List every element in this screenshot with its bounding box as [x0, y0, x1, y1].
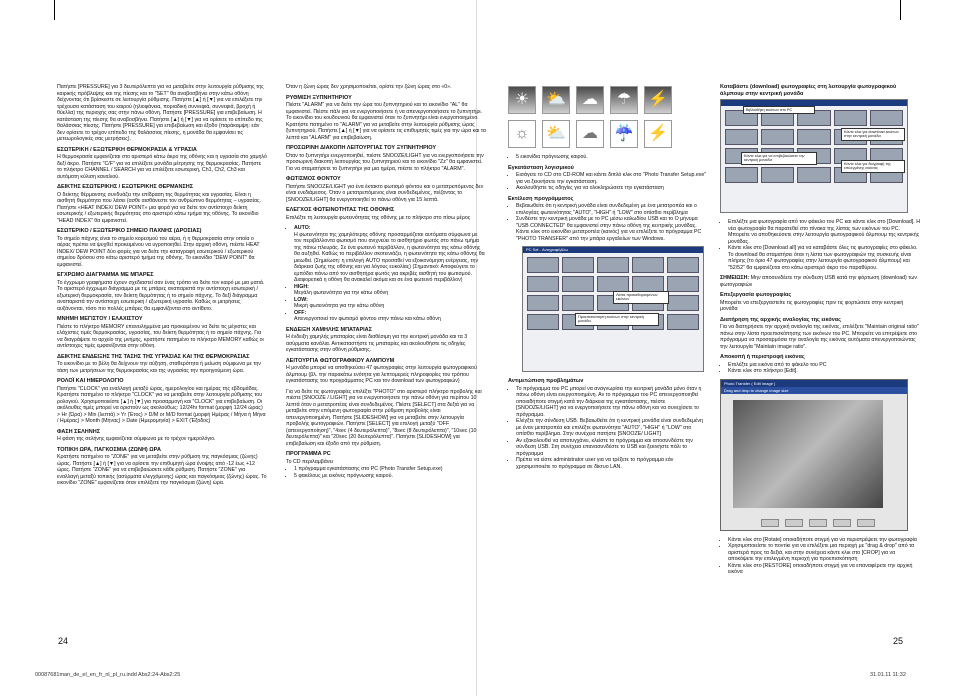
- callout-label: Λίστα προκαθορισμένων εικόνων: [613, 291, 669, 304]
- paragraph: Πιέστε το πλήκτρο MEMORY επανειλημμένα μια προκειμένου να δείτε τις μέγιστες και ελάχιστες τιμές θερμοκρασίας, υγρασίας, του δείκτη θερμότητας ή το σημείο πάχνης. Για να διαγράψετε το αρχείο της μνήμης, κρατήστε πατημένο το πλήκτρο MEMORY καθώς οι αντίστοιχες τιμές εμφανίζονται στην οθόνη.: [57, 323, 264, 349]
- lightning-icon: ⚡: [644, 120, 672, 148]
- list-item: • OFF: Απενεργοποιεί τον φωτισμό φόντου στην πάνω και κάτω οθόνη: [294, 310, 486, 323]
- thumbnail: [632, 257, 664, 273]
- paragraph: Όταν το ξυπνητήρι ενεργοποιηθεί, πιέστε SNOOZE/LIGHT για να ενεργοποιήσετε την προσωρινή διακοπή λειτουργίας του ξυπνητηριού και το εικονίδιο "Zz" θα εμφανιστεί. Για να σταματήσετε το ξυπνητήρι για μια ημέρα, πιέστε το πλήκτρο "ALARM".: [286, 152, 484, 172]
- window-subtitle: Drag and drop to change image size: [721, 387, 907, 394]
- list-item: • 1 πρόγραμμα εγκατάστασης στο PC (Photo Transfer Setup.exe): [294, 466, 486, 473]
- section-heading: ΤΟΠΙΚΗ ΩΡΑ, ΠΑΓΚΟΣΜΙΑ (ΖΩΝΗ) ΩΡΑ: [57, 446, 161, 453]
- paragraph: Για να διατηρήσετε την αρχική αναλογία της εικόνας, επιλέξετε "Maintain original ratio" πάνω στην λίστα προεπισκόπησης των εικόνων του PC. Μπορείτε να επιτρέψετε στο πρόγραμμα να προσαρμόσει την αναλογία της εικόνας αυτόματα απενεργοποιώντας την λειτουργία "Maintain image ratio".: [720, 324, 919, 350]
- thumbnail: [870, 110, 903, 126]
- paragraph: Το σημείο πάχνης είναι το σημείο κορεσμού του αέρα, ή η θερμοκρασία στην οποία ο αέρας πρέπει να ψυχθεί προκειμένου να υγροποιηθεί. Στην αρχική οθόνη, πιέστε HEAT INDEX/ DEW POINT δύο φορές για να δείτε την καταγραφή εσωτερικού / εξωτερικού σημείου δρόσου στο κάτω αριστερό τμήμα της οθόνης. Το εικονίδιο "DEW POINT" θα εμφανιστεί.: [57, 235, 260, 268]
- thumbnail: [597, 276, 629, 292]
- list-item: • Ακολουθήστε τις οδηγίες για να ολοκληρώσετε την εγκατάσταση: [516, 185, 708, 192]
- paragraph: Για να δείτε τις φωτογραφίες επιλέξτε "PHOTO" στο αριστερό πλήκτρο προβολής και πιέστε [SNOOZE / LIGHT] για να ενεργοποιήσετε την πάνω οθόνη για περίπου 10 λεπτά όταν ο μετατροπέας είναι συνδεδεμένος. Πιέστε [SELECT] στα δεξιά για να μεταβείτε στην επόμενη φωτογραφία στην ρύθμιση προβολής είναι απενεργοποιημένη. Πατήστε [SLIDESHOW] για να μεταβείτε στην λειτουργία προβολής φωτογραφιών. Πατήστε [SELECT] για επιλογή μεταξύ "OFF (απενεργοποίηση)", "4sec (4 δευτερόλεπτα)", "8sec (8 δευτερόλεπτα)", "10sec (10 δευτερόλεπτα)" και "20sec (20 δευτερόλεπτα)". Πατήστε [SLIDESHOW] για επιβεβαίωση και έξοδο από την ρύθμιση.: [286, 388, 482, 447]
- crop-mark: [900, 0, 901, 20]
- paragraph: Η μονάδα μπορεί να αποθηκεύσει 47 φωτογραφίες στην λειτουργία φωτογραφικού άλμπουμ (βλ. την παρακάτω ενότητα για λεπτομερείς πληροφορίες του τρόπου εγκατάστασης του προγράμματος PC και τον download των φωτογραφιών): [286, 365, 477, 384]
- paragraph: Πατήστε SNOOZE/LIGHT για ένα έκτακτο φωτισμό φόντου και ο μετατρεπόμενος δεν είναι ενεδιάμεσος. Όταν ο μετατρεπόμενος είναι συνδεδεμένος, πιέζοντας το [SNOOZE/LIGHT] θα ενεργοποιηθεί το πάνω οθόνη για 15 λεπτά.: [286, 183, 484, 203]
- icons-caption-list: [508, 154, 708, 161]
- edit-button: [761, 519, 779, 527]
- paragraph: Η ένδειξη χαμηλής μπαταρίας είναι διαθέσιμη για την κεντρική μονάδα και τα 3 ασύρματα κανάλια. Αντικαταστήστε τις μπαταρίες και ακολουθήστε τις οδηγίες εγκατάστασης στην οθόνη ρύθμισης.: [286, 334, 468, 353]
- list-item: • Πρέπει να είστε administrator user για να τρέξετε το πρόγραμμα εάν χρησιμοποιείτε το πρόγραμμα σε δίκτυο LAN.: [516, 457, 708, 470]
- left-page-column-2: [286, 84, 486, 483]
- edit-button: [785, 519, 803, 527]
- thumbnail: [667, 257, 699, 273]
- paragraph: Όταν η ζώνη ώρας δεν χρησιμοποιείται, ορίστε την ζώνη ώρας στο «0».: [286, 84, 452, 90]
- thumbnail: [597, 257, 629, 273]
- section-heading: ΔΕΙΚΤΗΣ ΕΣΩΤΕΡΙΚΗΣ / ΕΞΩΤΕΡΙΚΗΣ ΘΕΡΜΑΝΣΗΣ: [57, 184, 194, 190]
- edit-button: [833, 519, 851, 527]
- callout-label: Κάντε κλικ για να επιβεβαιώσετε την κεντρική μονάδα: [741, 152, 817, 165]
- rain-photo-icon: ☂: [610, 86, 638, 114]
- thumbnail: [797, 167, 830, 183]
- cloud-icon: ☁: [576, 120, 604, 148]
- thumbnail: [527, 257, 559, 273]
- section-heading: ΡΥΘΜΙΣΗ ΞΥΠΝΗΤΗΡΙΟΥ: [286, 94, 352, 101]
- cloudy-photo-icon: ☁: [576, 86, 604, 114]
- thumbnail: [834, 110, 867, 126]
- footer-timestamp: 31.01.11 11:32: [870, 672, 906, 678]
- thumbnail-grid: [721, 106, 907, 187]
- window-title: PC Sel - ΑντιγραφήΑλω: [523, 247, 703, 253]
- rain-cloud-icon: ☔: [610, 120, 638, 148]
- list-item: • 5 εικονίδια πρόγνωσης καιρού.: [516, 154, 708, 161]
- download-screenshot: [720, 99, 908, 213]
- paragraph: Το CD περιλαμβάνει: [286, 458, 333, 465]
- thumbnail: [667, 276, 699, 292]
- list-item: • Επιλέξτε μια φωτογραφία από τον φάκελο του PC και κάντε κλικ στο [Download]. Η νέα φωτογραφία θα παρατεθεί στο πίνακα της λίστας των εικόνων του PC. Μπορείτε να αποθηκεύσετε στην λειτουργία φωτογραφικού άλμπουμ της κεντρικής μονάδας.: [728, 219, 920, 245]
- section-heading: ΜΝΗΜΗ ΜΕΓΙΣΤΟΥ / ΕΛΑΧΙΣΤΟΥ: [57, 316, 143, 322]
- paragraph: Πατήστε "CLOCK" για εναλλαγή μεταξύ ώρας, ημερολογίου και ημέρας της εβδομάδας. Κρατήστε πατημένο το πλήκτρο "CLOCK" για να μεταβείτε στην λειτουργία ρύθμισης του ρολογιού. Χρησιμοποιείστε [▲] ή [▼] για προσαρμογή και "CLOCK" για επιβεβαίωση. Οι ακόλουθες τιμές μπορεί να οριστούν ως ακολούθως: 12/24hr format (μορφή 12/24 ώρας) > Hr (Ώρα) > Min (λεπτά) > Yr (Έτος) > D/M or M/D format (μορφή Ημέρας / Μήνα ή Μήνα / Ημέρας) > Month (Μήνας) > Date (Ημερομηνία) > EXIT (Έξοδος): [57, 385, 266, 424]
- section-heading: ΕΓΧΡΩΜΟ ΔΙΑΓΡΑΜΜΑ ΜΕ ΜΠΑΡΕΣ: [57, 272, 154, 278]
- note: ΣΗΜΕΙΩΣΗ: Μην αποσυνδέετε την σύνδεση USB κατά την φόρτωση (download) των φωτογραφιών: [720, 275, 917, 288]
- section-heading: ΔΕΙΚΤΗΣ ΕΝΔΕΙΞΗΣ ΤΗΣ ΤΑΣΗΣ ΤΗΣ ΥΓΡΑΣΙΑΣ ΚΑΙ ΤΗΣ ΘΕΡΜΟΚΡΑΣΙΑΣ: [57, 353, 250, 360]
- crop-steps-list: [720, 362, 920, 375]
- brightness-list: [286, 225, 486, 323]
- sun-icon: ☼: [508, 120, 536, 148]
- section-heading: Επεξεργασία φωτογραφίας: [720, 292, 792, 298]
- list-item: • Χρησιμοποιείστε το ποντίκι για να επιλέξετε μια περιοχή με "drag & drop" από τα αριστερά προς τα δεξιά, και στην συνέχεια κάντε κλικ στο [CROP] για να αποκόψετε την επιλεγμένη περιοχή για προεπισκόπηση: [728, 543, 920, 563]
- storm-photo-icon: ⚡: [644, 86, 672, 114]
- list-item: • LOW: Μικρή φωτεινότητα για την κάτω οθόνη: [294, 297, 486, 310]
- run-list: [508, 203, 708, 242]
- edit-button: [857, 519, 875, 527]
- install-list: [508, 172, 708, 192]
- page-number-left: 24: [58, 636, 69, 646]
- section-heading: ΠΡΟΣΩΡΙΝΗ ΔΙΑΚΟΠΗ ΛΕΙΤΟΥΡΓΙΑΣ ΤΟΥ ΞΥΠΝΗΤΗΡΙΟΥ: [286, 145, 437, 151]
- thumbnail: [632, 276, 664, 292]
- thumbnail: [562, 295, 594, 311]
- section-heading: ΕΛΕΓΧΟΣ ΦΩΤΕΙΝΟΤΗΤΑΣ ΤΗΣ ΟΘΟΝΗΣ: [286, 207, 395, 213]
- thumbnail: [761, 167, 794, 183]
- section-heading: Αποκοπή ή περιστροφή εικόνας: [720, 354, 805, 360]
- window-title: Photo Transfer ( Edit Image ): [721, 380, 907, 387]
- list-item: • Βεβαιωθείτε ότι η κεντρική μονάδα είναι συνδεδεμένη με ένα μετατροπέα και ο επιλογέας φωτεινότητας "AUTO", "HIGH" ή "LOW" στο οπίσθιο περίβλημα: [516, 203, 708, 216]
- sun-cloud-icon: ⛅: [542, 120, 570, 148]
- section-heading: ΡΟΛΟΪ ΚΑΙ ΗΜΕΡΟΛΟΓΙΟ: [57, 378, 124, 384]
- section-heading: ΠΡΟΓΡΑΜΜΑ PC: [286, 451, 331, 457]
- right-page-column-1: [508, 84, 708, 474]
- thumbnail: [725, 129, 758, 145]
- thumbnail: [562, 257, 594, 273]
- list-item: • Επιλέξτε μια εικόνα από το φάκελο του PC: [728, 362, 920, 369]
- paragraph: Μπορείτε να επεξεργαστείτε τις φωτογραφίες πριν τις φορτώσετε στην κεντρική μονάδα: [720, 299, 904, 312]
- edit-buttons: [761, 519, 875, 527]
- callout-label: Βιβλιοθήκη εικόνων στο PC: [743, 106, 815, 114]
- thumbnail: [527, 295, 559, 311]
- thumbnail: [797, 129, 830, 145]
- section-heading: ΕΣΩΤΕΡΙΚΗ / ΕΞΩΤΕΡΙΚΗ ΘΕΡΜΟΚΡΑΣΙΑ & ΥΓΡΑΣΙΑ: [57, 146, 197, 153]
- thumbnail: [527, 276, 559, 292]
- section-heading: Διατήρηση της αρχικής αναλογίας της εικόνας: [720, 316, 841, 323]
- list-item: • Κάντε κλικ στο [RESTORE] οποιαδήποτε στιγμή για να επαναφέρετε την αρχική εικόνα: [728, 563, 920, 576]
- list-item: • Κάντε κλικ στο [Download all] για να καταβάστε όλες τις φωτογραφίες στο φάκελο. Το download θα σταματήσει όταν η λίστα των φωτογραφιών της συσκευής είναι πλήρης (το όριο 47 φωτογραφίες στην λειτουργία φωτογραφικού άλμπουμ) και "52/52" θα εμφανίζεται στο κάτω αριστερό άκρο του παραθύρου.: [728, 245, 920, 271]
- paragraph: Πατήστε [PRESSURE] για 3 δευτερόλεπτα για να μεταβείτε στην λειτουργία ρύθμισης της καιρικής πρόβλεψης και της πίεσης και το "SET" θα αναβοσβήνει στην κάτω οθόνη δείχνοντας ότι βρίσκεστε σε λειτουργία ρύθμισης. Πατήστε [▲] ή [▼] για να επιλέξετε την τρέχουσα κατάσταση του καιρού (ηλιοφάνεια, ποριαδική συννεφιά, συννεφιά, βροχή ή θύελλα) της περιοχής σας στην πάνω οθόνη. Πατήστε [PRESSURE] για επιβεβαίωση. Η κατάσταση της πίεσης θα αναβοσβήνει. Πατήστε [▲] ή [▼] για να ορίσετε το επίπεδο της θαλάσσιας πίεσης. Πατήστε [PRESSURE] για επιβεβαίωση και έξοδο (παράκαμψη: εάν δεν ορίσετε το τρέχον επίπεδο της θαλάσσιας πίεσης, η μονάδα θα εμφανίσει τις μετεωρολογικές σας μετρήσεις).: [57, 84, 264, 142]
- thumbnail: [527, 314, 559, 330]
- paragraph: Η φάση της σελήνης εμφανίζεται σύμφωνα με το τρέχον ημερολόγιο.: [57, 436, 216, 442]
- download-list: [720, 219, 920, 271]
- section-heading: ΦΩΤΙΣΜΟΣ ΦΟΝΤΟΥ: [286, 176, 341, 182]
- paragraph: Επιλέξτε τη λειτουργία φωτεινότητας της οθόνης με το πλήκτρο στο πίσω μέρος: [286, 214, 471, 221]
- thumbnail: [667, 314, 699, 330]
- list-item: • Κάντε κλικ στο [Rotate] οποιαδήποτε στιγμή για να περιστρέψετε την φωτογραφία: [728, 537, 920, 544]
- weather-photos-row: [508, 86, 708, 114]
- edit-image-screenshot: [720, 379, 908, 531]
- footer-filename: 00087681man_de_el_en_fr_nl_pl_ru.indd Abs2:24-Abs2:25: [35, 672, 181, 678]
- thumbnail: [761, 129, 794, 145]
- section-heading: ΛΕΙΤΟΥΡΓΙΑ ΦΩΤΟΓΡΑΦΙΚΟΥ ΑΛΜΠΟΥΜ: [286, 357, 395, 364]
- photo-transfer-screenshot: [522, 246, 704, 372]
- cd-contents-list: [286, 466, 486, 479]
- list-item: • Ελέγξτε την σύνδεση USB. Βεβαιωθείτε ότι η κεντρική μονάδα είναι συνδεδεμένη με έναν μετατροπέα και επιλέξτε φωτεινότητα "AUTO", "HIGH" ή "LOW" στο οπίσθιο περίβλημα. Στην συνέχεια πατήστε [SNOOZE/ LIGHT]: [516, 418, 708, 438]
- preview-image: [733, 400, 883, 508]
- thumbnail: [667, 295, 699, 311]
- section-heading: ΕΝΔΕΙΞΗ ΧΑΜΗΛΗΣ ΜΠΑΤΑΡΙΑΣ: [286, 326, 372, 333]
- callout-label: Κάντε κλικ για download εικόνων στην κεντρική μονάδα: [841, 128, 905, 141]
- sunny-photo-icon: ☀: [508, 86, 536, 114]
- paragraph: Το έγχρωμο γραφήματα έχουν σχεδιαστεί σαν ένας τρόπο να δείτε τον καιρό με μια ματιά. Το αριστερό έγχρωμο διάγραμμα με τις μπάρες αναπαριστά την αντίστοιχη εσωτερική / εξωτερική θερμοκρασία, τον δείκτη θερμότητας ή το σημείο πάχνης. Το δεξί διάγραμμα αναπαριστά την αντίστοιχη εσωτερική / εξωτερική υγρασία. Καθώς οι μετρήσεις αυξάνονται, τόσο πιο πολλές μπάρες θα εμφανίζονται στο αντίθετο.: [57, 279, 265, 312]
- callout-label: Προεπισκόπηση εικόνων στην κεντρική μονάδα: [575, 313, 659, 326]
- edit-button: [809, 519, 827, 527]
- paragraph: Κρατήστε πατημένο το "ZONE" για να μεταβείτε στην ρύθμιση της παγκόσμιας (ζώνης) ώρας. Πατήστε [▲] ή [▼] για να ορίσετε την επιθυμητή ώρα ένοψης από -12 έως +12 ώρες. Πατήστε "ZONE" για να επιβεβαιώσετε κάθε ρύθμιση. Πατήστε "ZONE" για εναλλαγή μεταξύ τοπικής (ασύρματα ελεγχόμενης) ώρας και παγκόσμιας (ζώνης) ώρας. Το εικονίδιο "ZONE" εμφανίζεται όταν επιλέξετε την παγκόσμια (ζώνη) ώρα.: [57, 454, 267, 486]
- section-heading: Αντιμετώπιση προβλημάτων: [508, 378, 584, 384]
- partly-cloudy-photo-icon: ⛅: [542, 86, 570, 114]
- left-page-column-1: [57, 84, 267, 491]
- crop-mark: [54, 0, 55, 20]
- troubleshooting-list: [508, 386, 708, 471]
- list-item: • Κάντε κλικ στο πλήκτρο [Edit].: [728, 368, 920, 375]
- list-item: • Συνδέστε την κεντρική μονάδα με το PC μέσω καλωδίου USB και το Ο μήνυμα "USB CONNECTED" θα εμφανιστεί στην πάνω οθόνη της κεντρικής μονάδας. Κάντε κλικ στο εικονίδιο μετατροπέα (καινός) για να επιλέξετε το πρόγραμμα PC "PHOTO TRANSFER" από την μπάρα εργαλείων των Windows.: [516, 216, 708, 242]
- section-heading: Εκτέλεση προγράμματος: [508, 195, 574, 202]
- paragraph: Το εικονίδιο με το βέλη θα δείχνουν την αύξηση, σταθερότητα ή μείωση σύμφωνα με την τάση των μετρήσεων της θερμοκρασίας και της υγρασίας την προηγούμενη ώρα.: [57, 361, 261, 374]
- section-heading: Καταβάστε (download) φωτογραφίες στη λειτουργία φωτογραφικού άλμπουμ στην κεντρική μονάδα: [720, 84, 897, 97]
- section-heading: ΕΣΩΤΕΡΙΚΟ / ΕΞΩΤΕΡΙΚΟ ΣΗΜΕΙΟ ΠΑΧΝΗΣ (ΔΡΟΣΙΑΣ): [57, 228, 202, 234]
- list-item: • 5 φακέλους με εικόνες πρόγνωσης καιρού.: [294, 473, 486, 480]
- list-item: • Το πρόγραμμα του PC μπορεί να αναγνωρίσει την κεντρική μονάδα μόνο όταν η πάνω οθόνη είναι ενεργοποιημένη. Αν το πρόγραμμα του PC απενεργοποιηθεί οποιαδήποτε στιγμή κατά την διάρκεια της εγκατάστασης, πιέστε [SNOOZE/LIGHT] για να ενεργοποιήσετε την πάνω οθόνη και να συνεχίσετε το πρόγραμμα.: [516, 386, 708, 419]
- thumbnail: [725, 167, 758, 183]
- list-item: • AUTO: Η φωτεινότητα της χαμηλότερης οθόνης προσαρμόζεται αυτόματα σύμφωνα με τον περιβάλλοντα φωτισμό που ανιχνεύει το αισθητήριο φωτός στο πάνω τμήμα της πάνω πλευράς. Σε ένα φωτεινό περιβάλλον, η φωτεινότητα της κάτω οθόνης θα αυξηθεί. Καθώς το περιβάλλον σκοτεινιάζει, η φωτεινότητα της κάτω οθόνης θα μειωθεί. (Σημείωση: η επιλογή AUTO προσαθεί να εξοικονόμηση ενέργειας, την διάρκεια ζωής της οθόνης και για λόγους ευκολίας) (Σημαντικό: Αποφεύγετε το εμπόδιο πάνω από τον αισθητήρα φωτός για ακριβές αισθητή του φωτισμού. Διαφορετικά η οθόνη θα ανακαλεί ακόμα και σε ένα φωτεινό περιβάλλον): [294, 225, 486, 284]
- weather-icons-row: [508, 120, 708, 148]
- list-item: • Εισάγετε το CD στο CD-ROM και κάντε διπλό κλικ στο "Photo Transfer Setup.exe" για να ξεκινήσετε την εγκατάσταση.: [516, 172, 708, 185]
- list-item: • Αν εξακολουθεί να αποτυγχάνει, κλείστε το πρόγραμμα και αποσυνδέστε την σύνδεση USB. Στη συνέχεια επανασυνδέστε το USB και ξεκινήστε πάλι το πρόγραμμα: [516, 438, 708, 458]
- callout-label: Κάντε κλικ για διαγραφή της επιλεγμένης εικόνας: [841, 160, 905, 173]
- page-number-right: 25: [893, 636, 904, 646]
- section-heading: Εγκατάσταση λογισμικού: [508, 164, 574, 171]
- list-item: • HIGH: Μεγάλη φωτεινότητα για την κάτω οθόνη: [294, 284, 486, 297]
- paragraph: Πιέστε "ALARM" για να δείτε την ώρα του ξυπνητηριού και το εικονίδιο "AL" θα εμφανιστεί. Πιέστε πάλι για να ενεργοποιήσετε ή να απενεργοποιήσετε το ξυπνητήρι. Το εικονίδιο του κουδουνιού θα εμφανιστεί όταν το ξυπνητήρι είναι ενεργοποιημένο. Κρατήστε πατημένο το "ALARM" για να μεταβείτε στην λειτουργία ρύθμισης ώρας ξυπνητηριού. Πατήστε [▲] ή [▼] για να ορίσετε τις επιθυμητές τιμές για την ώρα και τα λεπτά και "ALARM" για επιβεβαίωση.: [286, 102, 486, 141]
- rotate-crop-list: [720, 537, 920, 576]
- thumbnail: [562, 276, 594, 292]
- paragraph: Η θερμοκρασία εμφανίζεται στο αριστερό κάτω άκρο της οθόνης και η υγρασία στο χαμηλό δεξί άκρο. Πατήστε "C/F" για να επιλέξετε μονάδα μέτρησης της θερμοκρασίας. Πατήστε το πλήκτρο CHANNEL / SEARCH για να επιλέξετε εσωτερική, Ch1, Ch2, Ch3 και αυτόματη κύλιση καναλιού.: [57, 154, 267, 180]
- right-page-column-2: [720, 84, 920, 580]
- section-heading: ΦΑΣΗ ΣΕΛΗΝΗΣ: [57, 428, 100, 435]
- paragraph: Ο δείκτης θέρμανσης συνδυάζει την επίδραση της θερμότητας και υγρασίας. Είναι η αισθητή θερμότητα που λάσει (ασθε αισθάνεστε τον ανθρώπινο θερμότητας – υγρασίας. Πατήστε «HEAT INDEX/ DEW POINT» μια φορά για να δείτε τον αντίστοιχο δείκτη εσωτερικής / εξωτερικής θερμότητας στο αριστερό κάτω τμήμα της οθόνης. Το εικονίδιο "HEAD INDEX" θα εμφανιστεί.: [57, 191, 261, 224]
